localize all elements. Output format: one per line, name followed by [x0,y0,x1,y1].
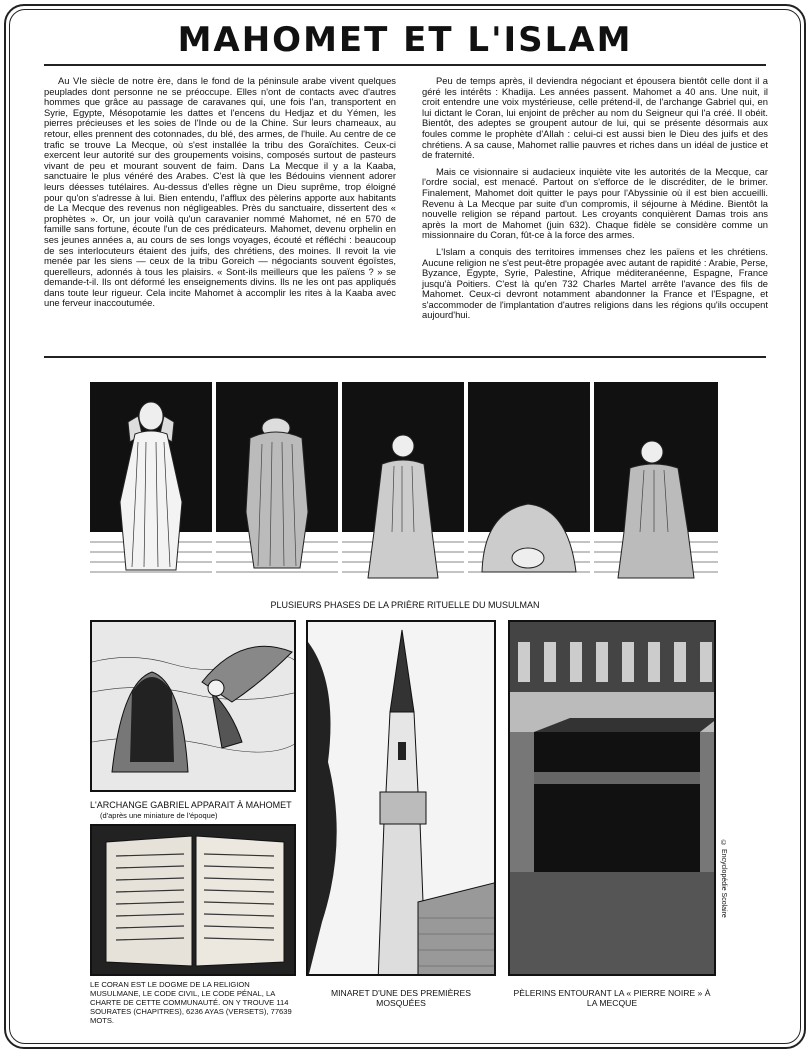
right-paragraph-2: Mais ce visionnaire si audacieux inquiète vite les autorités de la Mecque, car l'ordre social, est menacé. Partout on s'efforce de le discréditer, de le brimer. Finalement, Mahomet doit quitter le pays pour l'Abyssinie où il est bien accueilli. Revenu à La Mecque par suite d'un compromis, il séjourne à Médine. Bientôt la nouvelle religion se répand partout. Les croyants conquièrent Damas trois ans après la mort de Mahomet (juin 632). Chaque fidèle se considère comme un missionnaire du Coran, fût-ce à la force des armes. [422,165,768,241]
left-column [44,76,396,315]
prayer-panel-bowing [216,382,338,584]
right-paragraph-3: L'Islam a conquis des territoires immenses chez les païens et les chrétiens. Aucune religion ne s'est peut-être propagée avec autant de rapidité : Arabie, Perse, Byzance, Egypte, Syrie, Palestine, Afrique méditeranéenne, Espagne, France jusqu'à Poitiers. C'est là qu'en 732 Charles Martel arrête l'avance des fils de Mahomet. Ceux-ci devront notamment abandonner la France et l'Espagne, et s'accommoder de l'implantation d'autres religions dans les régions qu'ils occupent aujourd'hui. [422,245,768,321]
minaret-caption: MINARET D'UNE DES PREMIÈRES MOSQUÉES [331,988,471,1008]
kaaba-caption: PÈLERINS ENTOURANT LA « PIERRE NOIRE » À LA MECQUE [513,988,711,1008]
prayer-panel-kneeling-looking [594,382,718,584]
prayer-caption: PLUSIEURS PHASES DE LA PRIÈRE RITUELLE DU MUSULMAN [270,600,540,610]
prayer-panel-prostration [468,382,590,584]
coran-illustration [90,824,296,976]
section-rule [44,356,766,358]
right-paragraph-1: Peu de temps après, il deviendra négociant et épousera bientôt celle dont il a géré les intérêts : Khadija. Les années passent. Mahomet a 40 ans. Une nuit, il croit entendre une voix mystérieuse, celle prétend-il, de l'archange Gabriel qui, en lui dictant le Coran, lui enjoint de prêcher au nom du Seigneur qui l'a créé. Il obéit. Bientôt, des adeptes se groupent autour de lui, qui se présente désormais aux foules comme le prophète d'Allah : celui-ci est aussi bien le Dieu des juifs et des chrétiens. A sa cause, Mahomet rallie pauvres et riches dans un idéal de justice et de fraternité. [422,75,768,161]
credit: © Encyclopédie Scolaire [720,840,727,918]
title-rule [44,64,766,66]
prayer-panel-kneeling-upright [342,382,464,584]
page-title: MAHOMET ET L'ISLAM [177,20,633,60]
gabriel-caption: L'ARCHANGE GABRIEL APPARAIT À MAHOMET [90,800,292,810]
gabriel-illustration [90,620,296,792]
minaret-illustration [306,620,496,976]
coran-caption: LE CORAN EST LE DOGME DE LA RELIGION MUSULMANE, LE CODE CIVIL, LE CODE PÉNAL, LA CHARTE DE CETTE COMMUNAUTÉ. ON Y TROUVE 114 SOURATES (CHAPITRES), 6236 AYAS (VERSETS), 77639 MOTS. [90,980,292,1025]
gabriel-subcaption: (d'après une miniature de l'époque) [100,811,218,820]
kaaba-illustration [508,620,716,976]
prayer-panel-standing-hands-raised [90,382,212,584]
prayer-strip [90,382,718,584]
left-paragraph-1: Au VIe siècle de notre ère, dans le fond de la péninsule arabe vivent quelques peuplades dont personne ne se préoccupe. Elles n'ont de contacts avec d'autres hommes que grâce au passage de caravanes qui, une fois l'an, transportent en Syrie, Egypte, Mésopotamie les dattes et l'encens du Hedjaz et du Yémen, les pierres précieuses et les soies de l'Inde ou de la Chine. Sur leurs chameaux, au retour, elles prennent des cotonnades, du blé, des armes, de l'huile. Au centre de ce trafic se trouve La Mecque, où s'est installée la tribu des Goraïchites. Ceux-ci exercent leur autorité sur des groupements voisins, composés surtout de pasteurs vivant de peu et mourant souvent de faim. Dans La Mecque il y a la Kaaba, sanctuaire le plus vénéré des Arabes. C'est là que les Bédouins viennent adorer leurs déesses tutélaires. Au-dessus d'elles règne un Dieu suprême, trop éloigné pour qu'on s'adresse à lui. Bien entendu, l'afflux des pèlerins apporte aux habitants de La Mecque des revenus non négligeables. Près du sanctuaire, dissertent des « prophètes ». Or, un jour voilà qu'un caravanier nommé Mahomet, né en 570 de famille sans fortune, écoute l'un de ces prédicateurs. Mahomet, devenu orphelin en ses jeunes années a, au cours de ses longs voyages, écouté et réfléchi : beaucoup de ses interlocuteurs étaient des juifs, des chrétiens, des moines. Il revoit la vie menée par les siens — ceux de la tribu Goreich — négociants souvent égoïstes, querelleurs, adonnés à tous les plaisirs. « Sont-ils meilleurs que les païens ? » se demande-t-il. Ils ont déformé les enseignements divins. Ils ne les ont pas appliqués dans toute leur rigueur. Cela incite Mahomet à accomplir les rites à la Kaaba avec une ferveur inaccoutumée. [44,75,396,309]
right-column [422,76,768,327]
